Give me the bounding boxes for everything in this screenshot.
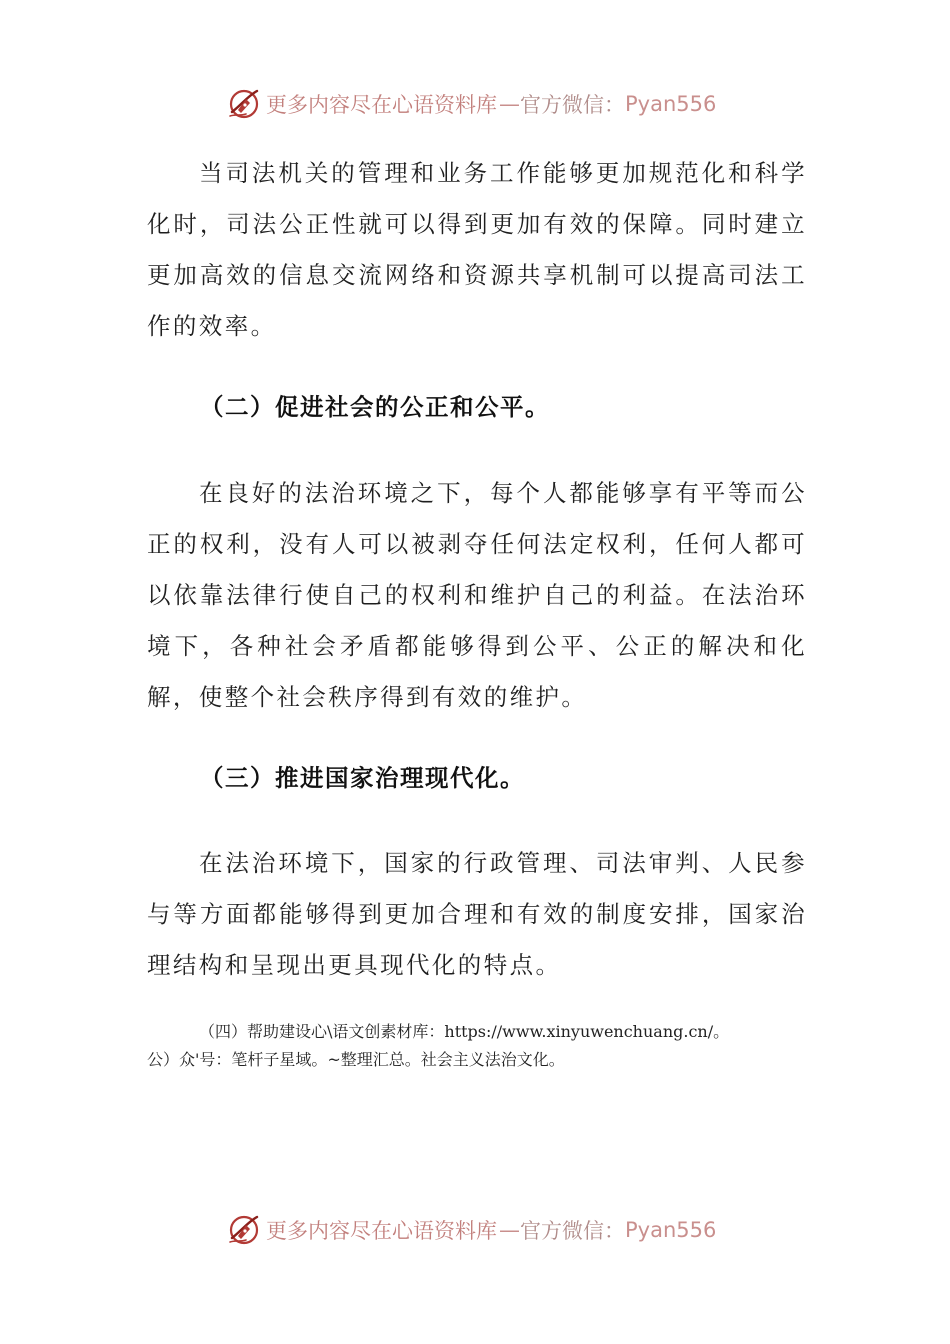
- banner-brand-text: 更多内容尽在心语资料库: [266, 1219, 497, 1243]
- footnote-line-1: （四）帮助建设心\语文创素材库：https://www.xinyuwenchuang.cn/。: [199, 1022, 730, 1041]
- footnote-block: [147, 1018, 807, 1074]
- paragraph-governance: 在法治环境下，国家的行政管理、司法审判、人民参与等方面都能够得到更加合理和有效的制度安排，国家治理结构和呈现出更具现代化的特点。: [147, 849, 807, 979]
- banner-brand-text: 更多内容尽在心语资料库: [266, 93, 497, 117]
- banner-dash: —: [499, 92, 518, 116]
- section-heading-governance: （三）推进国家治理现代化。: [200, 764, 525, 792]
- footer-banner: [226, 1210, 716, 1250]
- footnote-line-2: 公）众'号：笔杆子星域。~整理汇总。社会主义法治文化。: [147, 1050, 565, 1069]
- paragraph-judicial-efficiency: 当司法机关的管理和业务工作能够更加规范化和科学化时，司法公正性就可以得到更加有效的保障。同时建立更加高效的信息交流网络和资源共享机制可以提高司法工作的效率。: [147, 159, 807, 340]
- paragraph-social-fairness: 在良好的法治环境之下，每个人都能够享有平等而公正的权利，没有人可以被剥夺任何法定权利，任何人都可以依靠法律行使自己的权利和维护自己的利益。在法治环境下，各种社会矛盾都能够得到公平、公正的解决和化解，使整个社会秩序得到有效的维护。: [147, 479, 807, 711]
- header-banner: [226, 84, 716, 124]
- section-heading-fairness: （二）促进社会的公正和公平。: [200, 393, 550, 421]
- banner-official-label: 官方微信：: [520, 93, 625, 117]
- banner-wechat-id: Pyan556: [625, 1218, 717, 1242]
- banner-wechat-id: Pyan556: [625, 92, 717, 116]
- pen-nib-logo-icon: [226, 1212, 262, 1248]
- banner-dash: —: [499, 1218, 518, 1242]
- pen-nib-logo-icon: [226, 86, 262, 122]
- banner-official-label: 官方微信：: [520, 1219, 625, 1243]
